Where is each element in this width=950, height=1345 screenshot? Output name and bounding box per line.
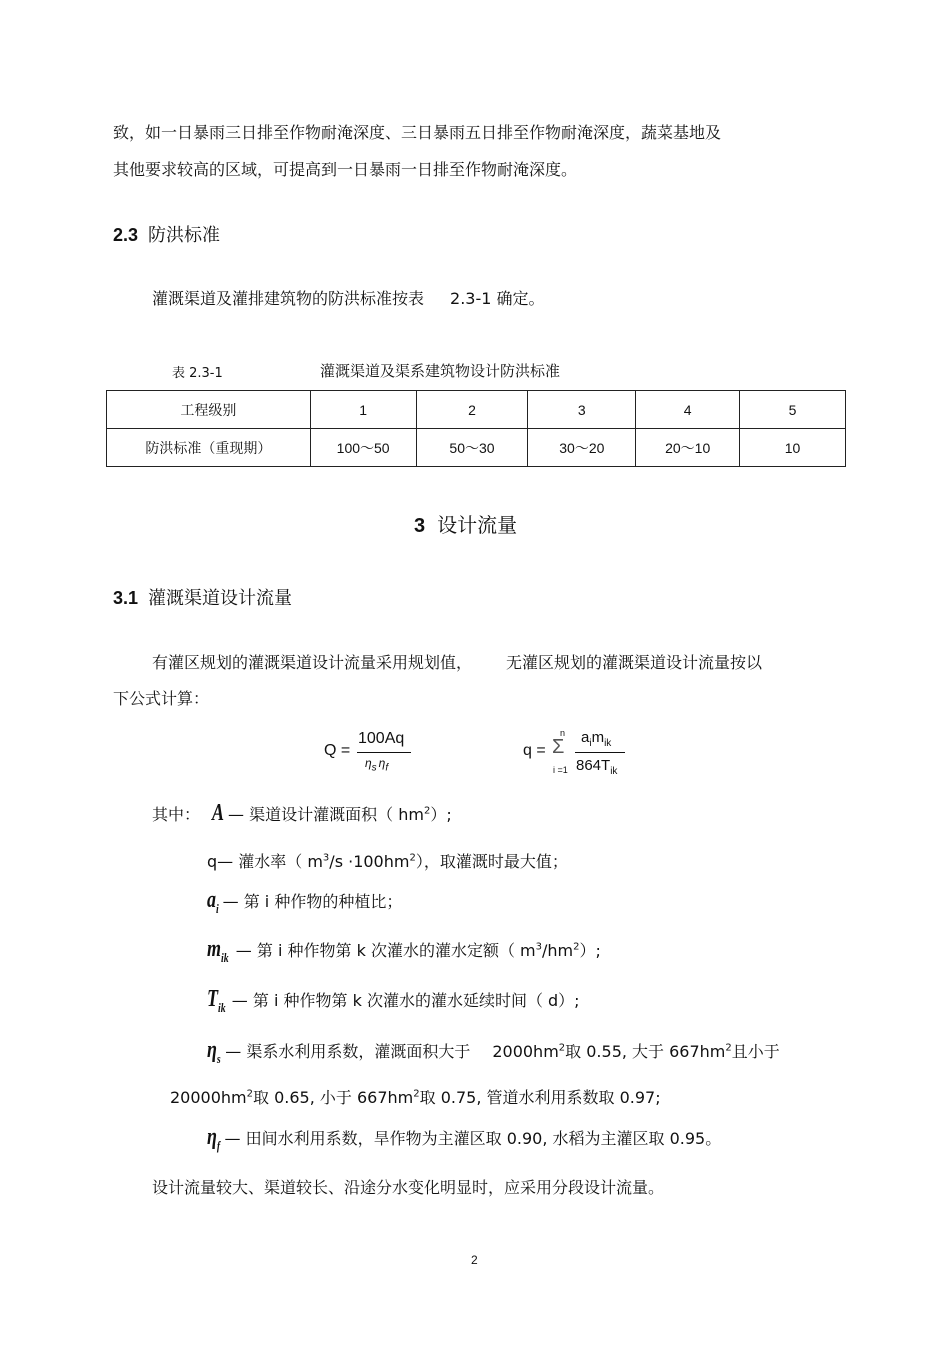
paragraph-line: 致，如一日暴雨三日排至作物耐淹深度、三日暴雨五日排至作物耐淹深度，蔬菜基地及 <box>113 123 722 142</box>
superscript: 3 <box>535 941 542 953</box>
superscript: 3 <box>322 852 330 864</box>
superscript: 2 <box>725 1042 732 1054</box>
definition-text: /hm <box>542 941 574 960</box>
table-cell: 100～50 <box>310 429 416 467</box>
symbol-A: A <box>212 800 225 826</box>
math-var: m <box>591 729 605 746</box>
definition-text: — 第 i 种作物第 k 次灌水的灌水定额（ m <box>235 941 536 960</box>
table-cell: 防洪标准（重现期） <box>107 429 311 467</box>
table-cell: 5 <box>740 391 846 429</box>
definition-text: — 第 i 种作物第 k 次灌水的灌水延续时间（ d）; <box>231 991 580 1010</box>
superscript: 2 <box>413 1088 420 1100</box>
symbol-T: $T_{ik}$ <box>207 986 226 1015</box>
section-title: 防洪标准 <box>148 225 221 246</box>
superscript: 2 <box>423 805 431 817</box>
definition-item-eta-s-cont <box>170 1085 661 1108</box>
definition-text: /s ·100hm <box>329 852 410 871</box>
definition-item-a <box>207 887 402 917</box>
paragraph-line: 下公式计算： <box>113 689 210 708</box>
section-number: 2.3 <box>113 225 139 245</box>
table-cell: 工程级别 <box>107 391 311 429</box>
table-cell: 50～30 <box>416 429 528 467</box>
table-cell: 30～20 <box>528 429 636 467</box>
sigma-symbol: Σ <box>552 736 565 758</box>
paragraph-line <box>152 286 545 309</box>
section-heading-3-1 <box>113 584 292 610</box>
table-cell: 3 <box>528 391 636 429</box>
section-title: 灌溉渠道设计流量 <box>148 588 293 609</box>
paragraph-text: 灌溉渠道及灌排建筑物的防洪标准按表 <box>152 289 425 308</box>
definition-text: — 渠系水利用系数，灌溉面积大于 <box>225 1042 471 1061</box>
definition-item-T <box>207 986 580 1016</box>
table-cell: 20～10 <box>636 429 740 467</box>
definition-text: 且小于 <box>731 1042 780 1061</box>
symbol-m: $m_{ik}$ <box>207 936 229 965</box>
subscript: f <box>385 762 389 774</box>
paragraph-text: 无灌区规划的灌溉渠道设计流量按以 <box>506 653 763 672</box>
definition-text: ）; <box>579 941 601 960</box>
symbol-a: $a_i$ <box>207 887 219 916</box>
formula-denominator <box>365 756 388 773</box>
definition-text: q— 灌水率（ m <box>207 852 323 871</box>
subscript: i <box>589 738 592 749</box>
definition-text: 取 0.75, 管道水利用系数取 0.97; <box>419 1088 661 1107</box>
math-var: 864T <box>576 757 611 774</box>
formula-numerator <box>581 729 611 749</box>
formula-numerator: 100Aq <box>358 730 405 747</box>
table-row <box>107 429 846 467</box>
eta-symbol: η <box>378 756 386 770</box>
table-caption-number: 表 2.3-1 <box>172 366 223 381</box>
table-caption-title: 灌溉渠道及渠系建筑物设计防洪标准 <box>320 362 561 380</box>
definition-item-q <box>207 849 568 872</box>
subscript: ik <box>604 738 612 749</box>
definition-text: 取 0.55, 大于 667hm <box>565 1042 726 1061</box>
definition-text: ），取灌溉时最大值； <box>415 852 568 871</box>
table-row <box>107 391 846 429</box>
superscript: 2 <box>409 852 416 864</box>
table-reference: 2.3-1 确定。 <box>450 289 545 308</box>
sum-lower-limit: i =1 <box>553 765 568 775</box>
subscript: ik <box>610 766 618 777</box>
fraction-bar <box>357 752 411 753</box>
definition-item-A <box>152 800 452 827</box>
paragraph-text: 有灌区规划的灌溉渠道设计流量采用规划值， <box>152 653 473 672</box>
definition-text: — 田间水利用系数，旱作物为主灌区取 0.90, 水稻为主灌区取 0.95。 <box>224 1129 722 1148</box>
table-cell: 4 <box>636 391 740 429</box>
symbol-eta-s: $\eta_s$ <box>207 1037 221 1066</box>
definition-text: 20000hm <box>170 1088 247 1107</box>
flood-standard-table <box>106 390 846 467</box>
page-number: 2 <box>471 1253 478 1267</box>
chapter-number: 3 <box>414 515 426 537</box>
section-number: 3.1 <box>113 588 139 608</box>
paragraph-line: 设计流量较大、渠道较长、沿途分水变化明显时，应采用分段设计流量。 <box>152 1178 665 1197</box>
section-heading-2-3 <box>113 221 220 247</box>
chapter-title: 设计流量 <box>437 513 518 537</box>
sum-upper-limit: n <box>560 728 566 738</box>
definition-text: 2000hm <box>492 1042 559 1061</box>
superscript: 2 <box>573 941 580 953</box>
symbol-eta-f: $\eta_f$ <box>207 1124 221 1153</box>
formula-lhs: q = <box>523 742 546 759</box>
formula-lhs: Q = <box>324 742 351 759</box>
table-cell: 10 <box>740 429 846 467</box>
paragraph-line <box>152 650 762 673</box>
definition-item-eta-f <box>207 1124 721 1154</box>
subscript: s <box>371 762 377 774</box>
table-cell: 2 <box>416 391 528 429</box>
math-var: a <box>581 729 590 746</box>
definition-item-m <box>207 936 601 966</box>
fraction-bar <box>575 752 625 753</box>
table-cell: 1 <box>310 391 416 429</box>
definition-text: ）; <box>430 805 452 824</box>
definition-text: — 渠道设计灌溉面积（ hm <box>228 805 424 824</box>
superscript: 2 <box>558 1042 566 1054</box>
chapter-heading <box>414 509 517 538</box>
definition-text: — 第 i 种作物的种植比； <box>222 892 403 911</box>
superscript: 2 <box>246 1088 253 1100</box>
paragraph-line: 其他要求较高的区域，可提高到一日暴雨一日排至作物耐淹深度。 <box>113 160 578 179</box>
definition-lead: 其中： <box>152 805 201 824</box>
formula-denominator <box>576 757 617 777</box>
definition-text: 取 0.65, 小于 667hm <box>253 1088 414 1107</box>
definition-item-eta-s <box>207 1037 780 1067</box>
eta-symbol: η <box>365 756 372 770</box>
